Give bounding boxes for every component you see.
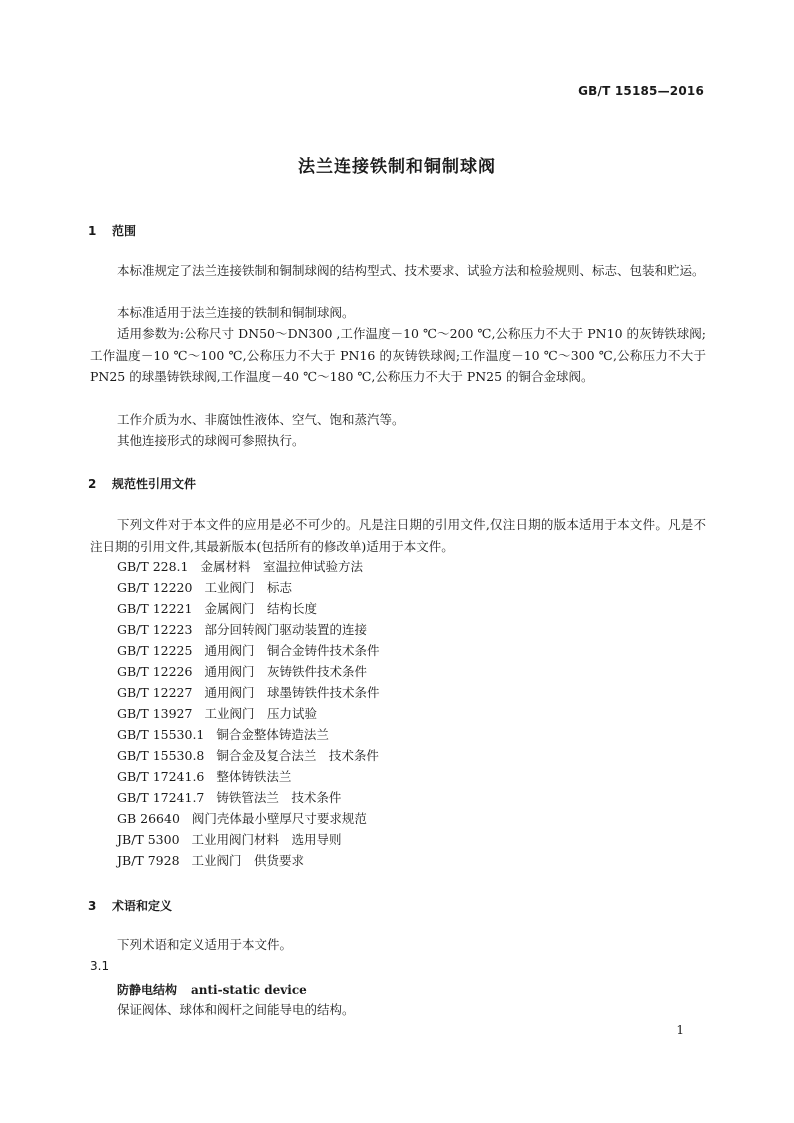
reference-code: GB/T 12227 xyxy=(117,685,193,700)
reference-code: GB/T 17241.7 xyxy=(117,790,205,805)
section-number: 3 xyxy=(88,899,97,913)
reference-item xyxy=(117,661,367,682)
reference-title: 工业用阀门材料 选用导则 xyxy=(191,832,342,847)
reference-title: 工业阀门 压力试验 xyxy=(204,706,317,721)
term-definition: 保证阀体、球体和阀杆之间能导电的结构。 xyxy=(117,1002,355,1017)
reference-code: GB 26640 xyxy=(117,811,180,826)
reference-code: JB/T 5300 xyxy=(117,832,180,847)
section-number: 1 xyxy=(88,224,97,238)
scope-paragraph-1: 本标准规定了法兰连接铁制和铜制球阀的结构型式、技术要求、试验方法和检验规则、标志、包装和贮运。 xyxy=(117,263,705,278)
reference-item xyxy=(117,766,291,787)
reference-title: 工业阀门 供货要求 xyxy=(191,853,305,868)
reference-code: GB/T 13927 xyxy=(117,706,193,721)
document-title: 法兰连接铁制和铜制球阀 xyxy=(298,157,496,177)
section-title: 术语和定义 xyxy=(112,899,173,913)
reference-item xyxy=(117,808,367,829)
reference-title: 通用阀门 球墨铸铁件技术条件 xyxy=(204,685,380,700)
reference-item xyxy=(117,850,304,871)
reference-title: 整体铸铁法兰 xyxy=(216,769,292,784)
term-name xyxy=(117,981,307,998)
reference-title: 铜合金整体铸造法兰 xyxy=(216,727,329,742)
reference-code: JB/T 7928 xyxy=(117,853,180,868)
reference-item xyxy=(117,682,379,703)
scope-paragraph-2: 本标准适用于法兰连接的铁制和铜制球阀。 xyxy=(117,305,355,320)
reference-code: GB/T 228.1 xyxy=(117,559,189,574)
reference-title: 阀门壳体最小壁厚尺寸要求规范 xyxy=(191,811,367,826)
reference-code: GB/T 15530.8 xyxy=(117,748,205,763)
reference-title: 部分回转阀门驱动装置的连接 xyxy=(204,622,367,637)
reference-item xyxy=(117,724,329,745)
reference-code: GB/T 12221 xyxy=(117,601,193,616)
normative-intro-paragraph: 下列文件对于本文件的应用是必不可少的。凡是注日期的引用文件,仅注日期的版本适用于本文件。凡是不注日期的引用文件,其最新版本(包括所有的修改单)适用于本文件。 xyxy=(90,517,706,554)
reference-title: 金属阀门 结构长度 xyxy=(204,601,317,616)
reference-code: GB/T 12225 xyxy=(117,643,193,658)
reference-code: GB/T 12226 xyxy=(117,664,193,679)
reference-title: 工业阀门 标志 xyxy=(204,580,292,595)
scope-paragraph-4: 工作介质为水、非腐蚀性液体、空气、饱和蒸汽等。 xyxy=(117,412,405,427)
reference-title: 通用阀门 灰铸铁件技术条件 xyxy=(204,664,367,679)
reference-item xyxy=(117,577,292,598)
section-number: 2 xyxy=(88,477,97,491)
reference-title: 铜合金及复合法兰 技术条件 xyxy=(216,748,379,763)
reference-item xyxy=(117,619,367,640)
reference-title: 铸铁管法兰 技术条件 xyxy=(216,790,342,805)
term-name-english: anti-static device xyxy=(191,983,307,997)
term-number: 3.1 xyxy=(90,959,110,973)
page-number: 1 xyxy=(676,1023,684,1037)
reference-item xyxy=(117,829,342,850)
scope-paragraph-5: 其他连接形式的球阀可参照执行。 xyxy=(117,433,305,448)
reference-title: 金属材料 室温拉伸试验方法 xyxy=(200,559,363,574)
reference-code: GB/T 12220 xyxy=(117,580,193,595)
section-heading-scope xyxy=(88,222,136,239)
terms-intro-paragraph: 下列术语和定义适用于本文件。 xyxy=(117,937,293,952)
reference-item xyxy=(117,598,317,619)
scope-paragraph-3: 适用参数为:公称尺寸 DN50～DN300 ,工作温度－10 ℃～200 ℃,公称压力不大于 PN10 的灰铸铁球阀;工作温度－10 ℃～100 ℃,公称压力不大于 PN16 的灰铸铁球阀;工作温度－10 ℃～300 ℃,公称压力不大于 PN25 的球墨铸铁球阀,工作温度－40 ℃～180 ℃,公称压力不大于 PN25 的铜合金球阀。 xyxy=(90,326,706,384)
section-title: 范围 xyxy=(112,224,137,238)
section-heading-normative-references xyxy=(88,475,196,492)
reference-item xyxy=(117,787,341,808)
reference-item xyxy=(117,640,379,661)
reference-item xyxy=(117,745,379,766)
section-title: 规范性引用文件 xyxy=(112,477,197,491)
term-name-chinese: 防静电结构 xyxy=(117,983,178,997)
reference-title: 通用阀门 铜合金铸件技术条件 xyxy=(204,643,380,658)
reference-code: GB/T 12223 xyxy=(117,622,193,637)
section-heading-terms xyxy=(88,897,172,914)
reference-item xyxy=(117,556,363,577)
standard-code: GB/T 15185—2016 xyxy=(578,84,704,98)
reference-code: GB/T 17241.6 xyxy=(117,769,205,784)
reference-code: GB/T 15530.1 xyxy=(117,727,205,742)
reference-item xyxy=(117,703,317,724)
